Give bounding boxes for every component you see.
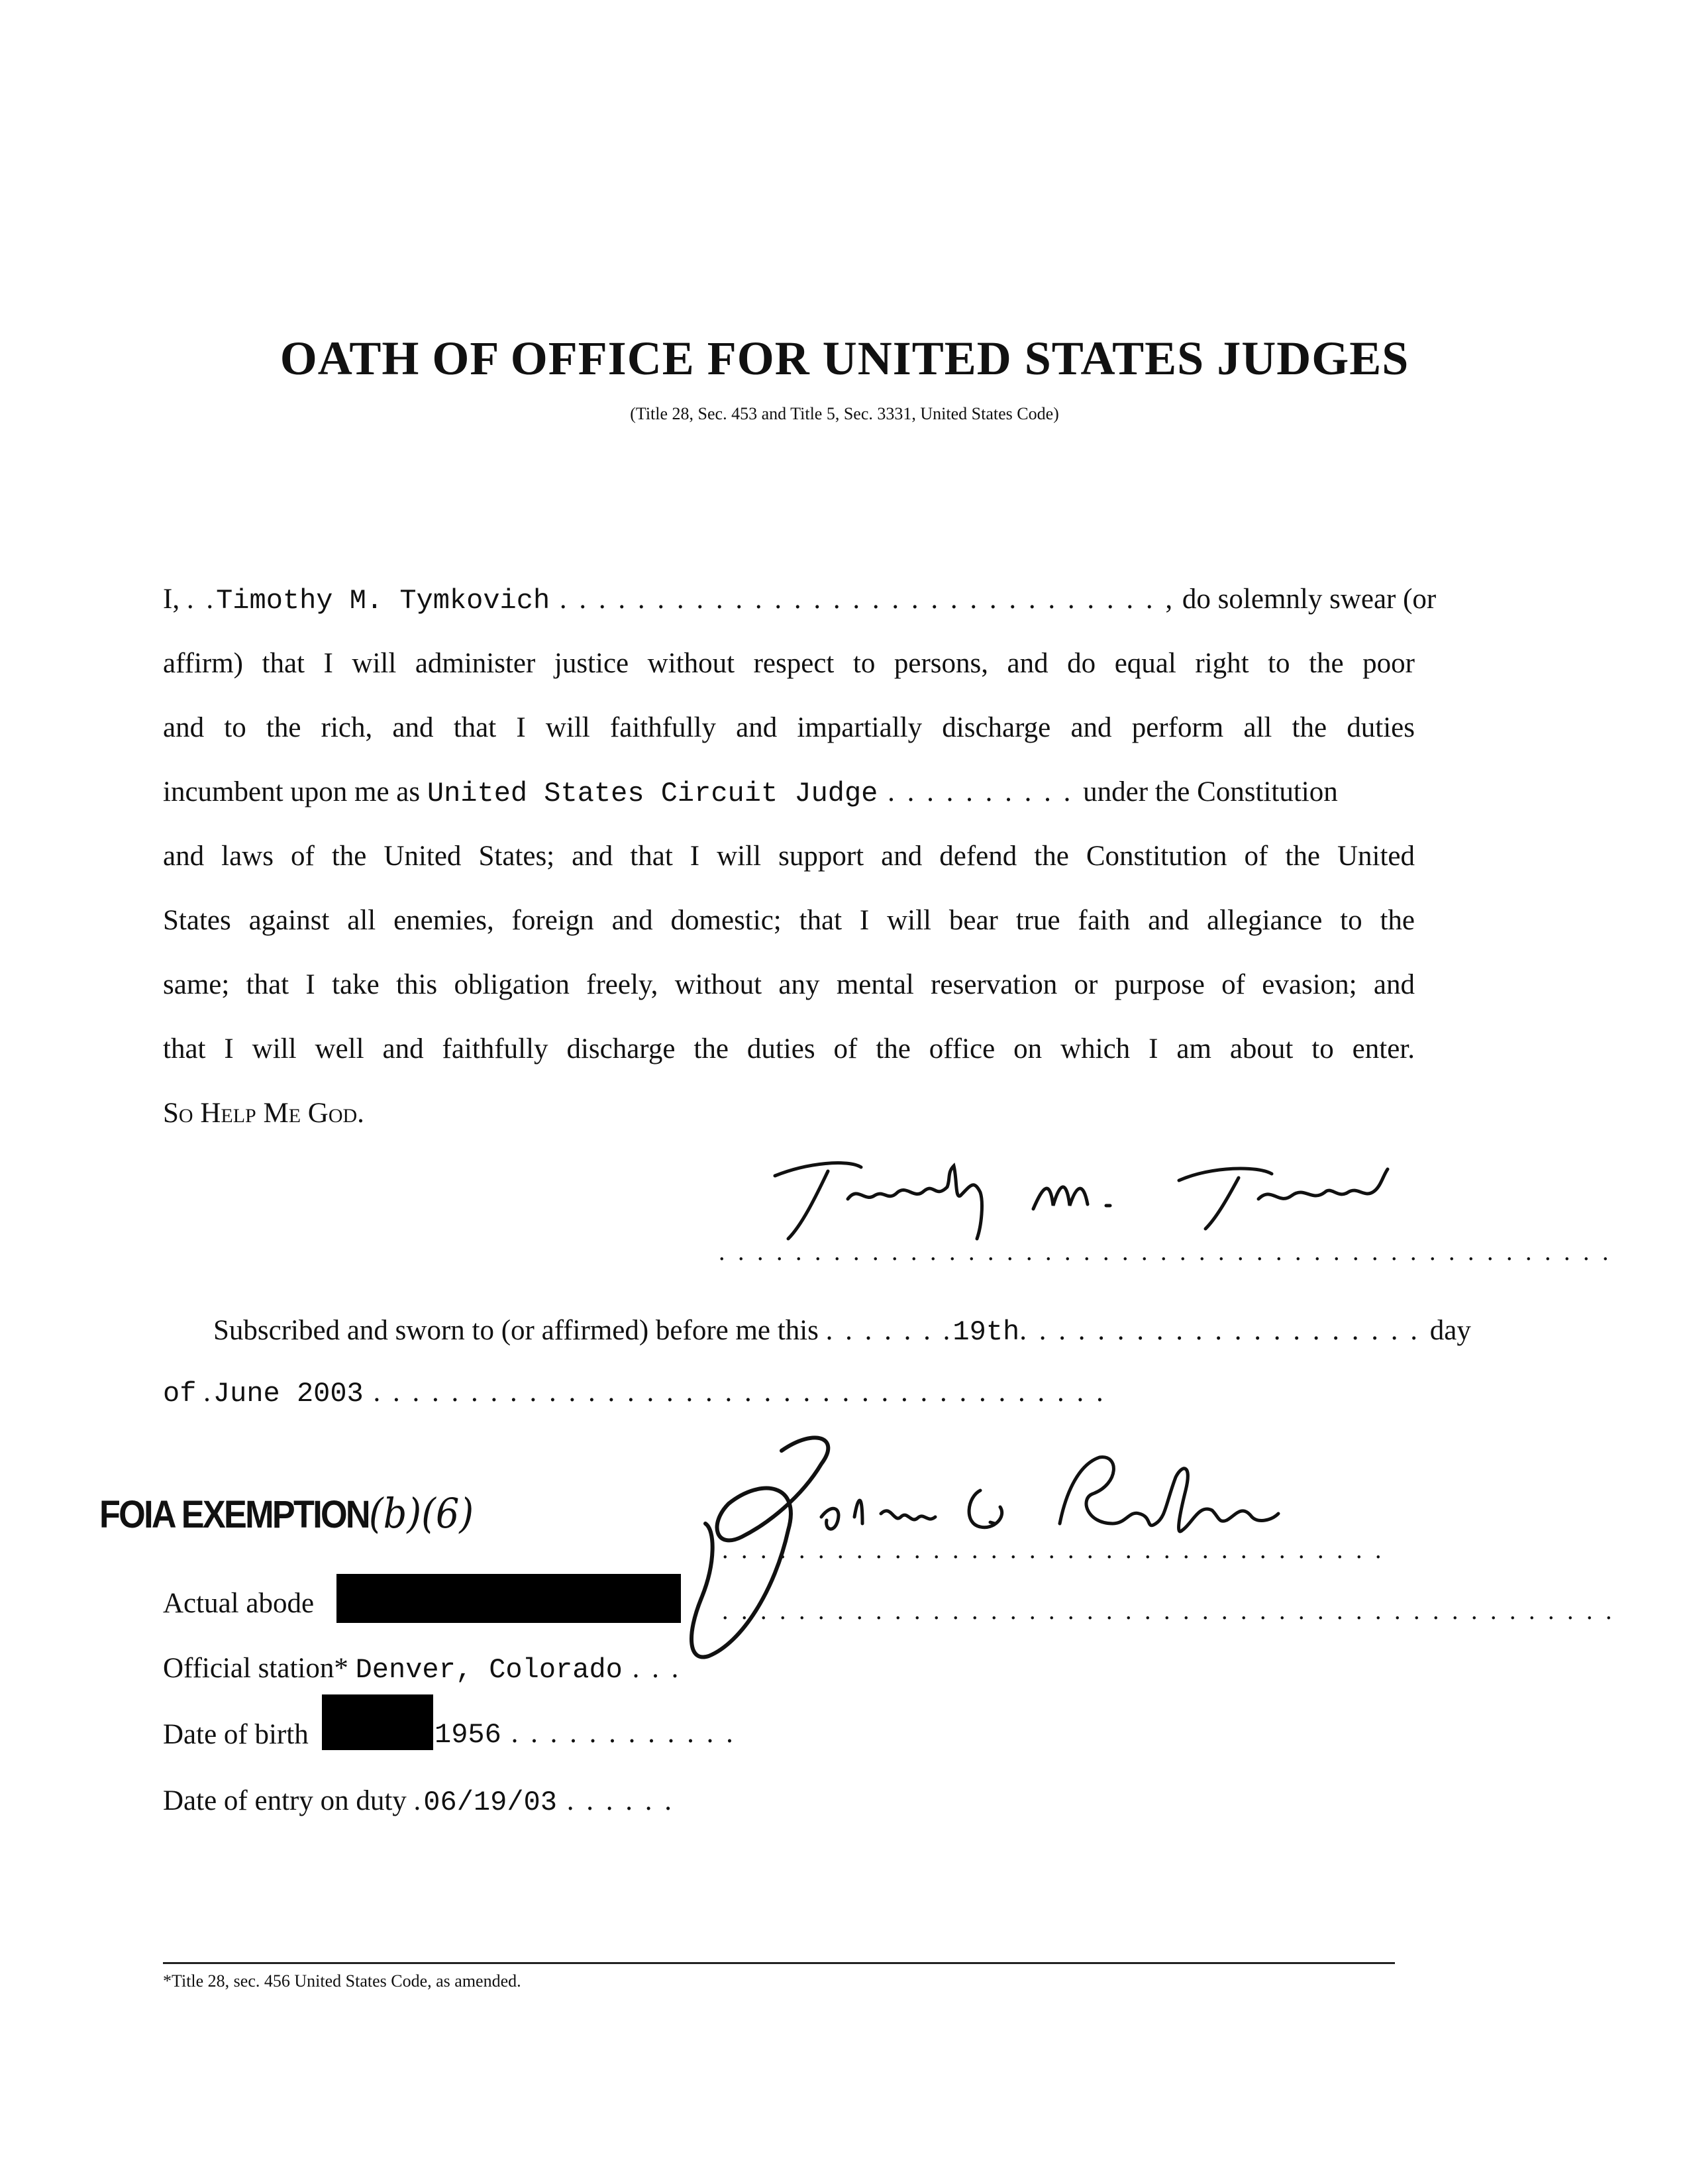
oath-line-8: that I will well and faithfully discharge the duties of the office on which I am about to enter. bbox=[163, 1033, 1415, 1065]
attestation-prefix: Subscribed and sworn to (or affirmed) before me this bbox=[213, 1315, 819, 1346]
officer-signature-line-1: . . . . . . . . . . . . . . . . . . . . . . . . . . . . . . . . . . . bbox=[722, 1536, 1385, 1564]
document-title: OATH OF OFFICE FOR UNITED STATES JUDGES bbox=[280, 332, 1409, 385]
official-station-field: Official station* Denver, Colorado . . . bbox=[163, 1653, 682, 1686]
judge-signature-line: . . . . . . . . . . . . . . . . . . . . . . . . . . . . . . . . . . . . . . . . . . . . . . . bbox=[719, 1238, 1612, 1266]
attestation-line: Subscribed and sworn to (or affirmed) before me this . . . . . . .19th. . . . . . . . . . . . . . . . . . . . . day bbox=[213, 1315, 1471, 1348]
entry-on-duty-label: Date of entry on duty bbox=[163, 1785, 407, 1816]
actual-abode-field bbox=[163, 1587, 314, 1620]
footnote-rule bbox=[163, 1962, 1395, 1964]
oath-line-5: and laws of the United States; and that I will support and defend the Constitution of the United bbox=[163, 841, 1415, 872]
oath-line-1-suffix: do solemnly swear (or bbox=[1182, 584, 1437, 615]
foia-label: FOIA EXEMPTION bbox=[99, 1493, 369, 1536]
official-station-value: Denver, Colorado bbox=[355, 1654, 623, 1686]
entry-on-duty-value: 06/19/03 bbox=[423, 1787, 557, 1818]
footnote: *Title 28, sec. 456 United States Code, as amended. bbox=[163, 1971, 521, 1991]
judge-signature bbox=[748, 1139, 1411, 1252]
office-title: United States Circuit Judge bbox=[427, 778, 878, 809]
attestation-month-year: June 2003 bbox=[213, 1378, 364, 1410]
abode-redaction bbox=[336, 1574, 681, 1623]
oath-line-4: incumbent upon me as United States Circuit Judge . . . . . . . . . . under the Constitution bbox=[163, 776, 1338, 809]
oath-line-2: affirm) that I will administer justice without respect to persons, and do equal right to the poor bbox=[163, 648, 1415, 679]
birth-year-value: 1956 bbox=[435, 1719, 501, 1751]
oath-closing: So Help Me God. bbox=[163, 1098, 364, 1129]
judge-name: Timothy M. Tymkovich bbox=[216, 585, 550, 617]
oath-line-4-suffix: under the Constitution bbox=[1083, 776, 1338, 807]
foia-code: (b)(6) bbox=[368, 1489, 474, 1537]
oath-line-4-prefix: incumbent upon me as bbox=[163, 776, 421, 807]
oath-prefix: I, bbox=[163, 584, 180, 615]
foia-exemption-stamp bbox=[99, 1489, 474, 1537]
actual-abode-label: Actual abode bbox=[163, 1588, 315, 1619]
attestation-day-label: day bbox=[1429, 1315, 1471, 1346]
official-station-label: Official station* bbox=[163, 1653, 348, 1684]
attestation-of-label: of bbox=[163, 1378, 197, 1410]
officer-signature-line-2: . . . . . . . . . . . . . . . . . . . . . . . . . . . . . . . . . . . . . . . . . . . . . . . bbox=[722, 1597, 1615, 1625]
date-of-birth-label: Date of birth bbox=[163, 1719, 309, 1750]
birth-year-field: 1956 . . . . . . . . . . . . bbox=[435, 1718, 736, 1751]
oath-line-1: I, . .Timothy M. Tymkovich . . . . . . . . . . . . . . . . . . . . . . . . . . . . . . . , do solemnly swear (or bbox=[163, 584, 1437, 617]
attestation-day: 19th bbox=[952, 1316, 1020, 1348]
statute-citation: (Title 28, Sec. 453 and Title 5, Sec. 3331, United States Code) bbox=[630, 404, 1059, 423]
entry-on-duty-field: Date of entry on duty .06/19/03 . . . . . . bbox=[163, 1785, 674, 1818]
date-of-birth-field bbox=[163, 1718, 309, 1751]
oath-line-3: and to the rich, and that I will faithfully and impartially discharge and perform all the duties bbox=[163, 712, 1415, 743]
attestation-date-line: of .June 2003 . . . . . . . . . . . . . . . . . . . . . . . . . . . . . . . . . . . . . . bbox=[163, 1377, 1106, 1410]
oath-line-6: States against all enemies, foreign and domestic; that I will bear true faith and allegiance to the bbox=[163, 905, 1415, 936]
birth-redaction bbox=[322, 1694, 433, 1750]
oath-line-7: same; that I take this obligation freely, without any mental reservation or purpose of evasion; and bbox=[163, 969, 1415, 1000]
